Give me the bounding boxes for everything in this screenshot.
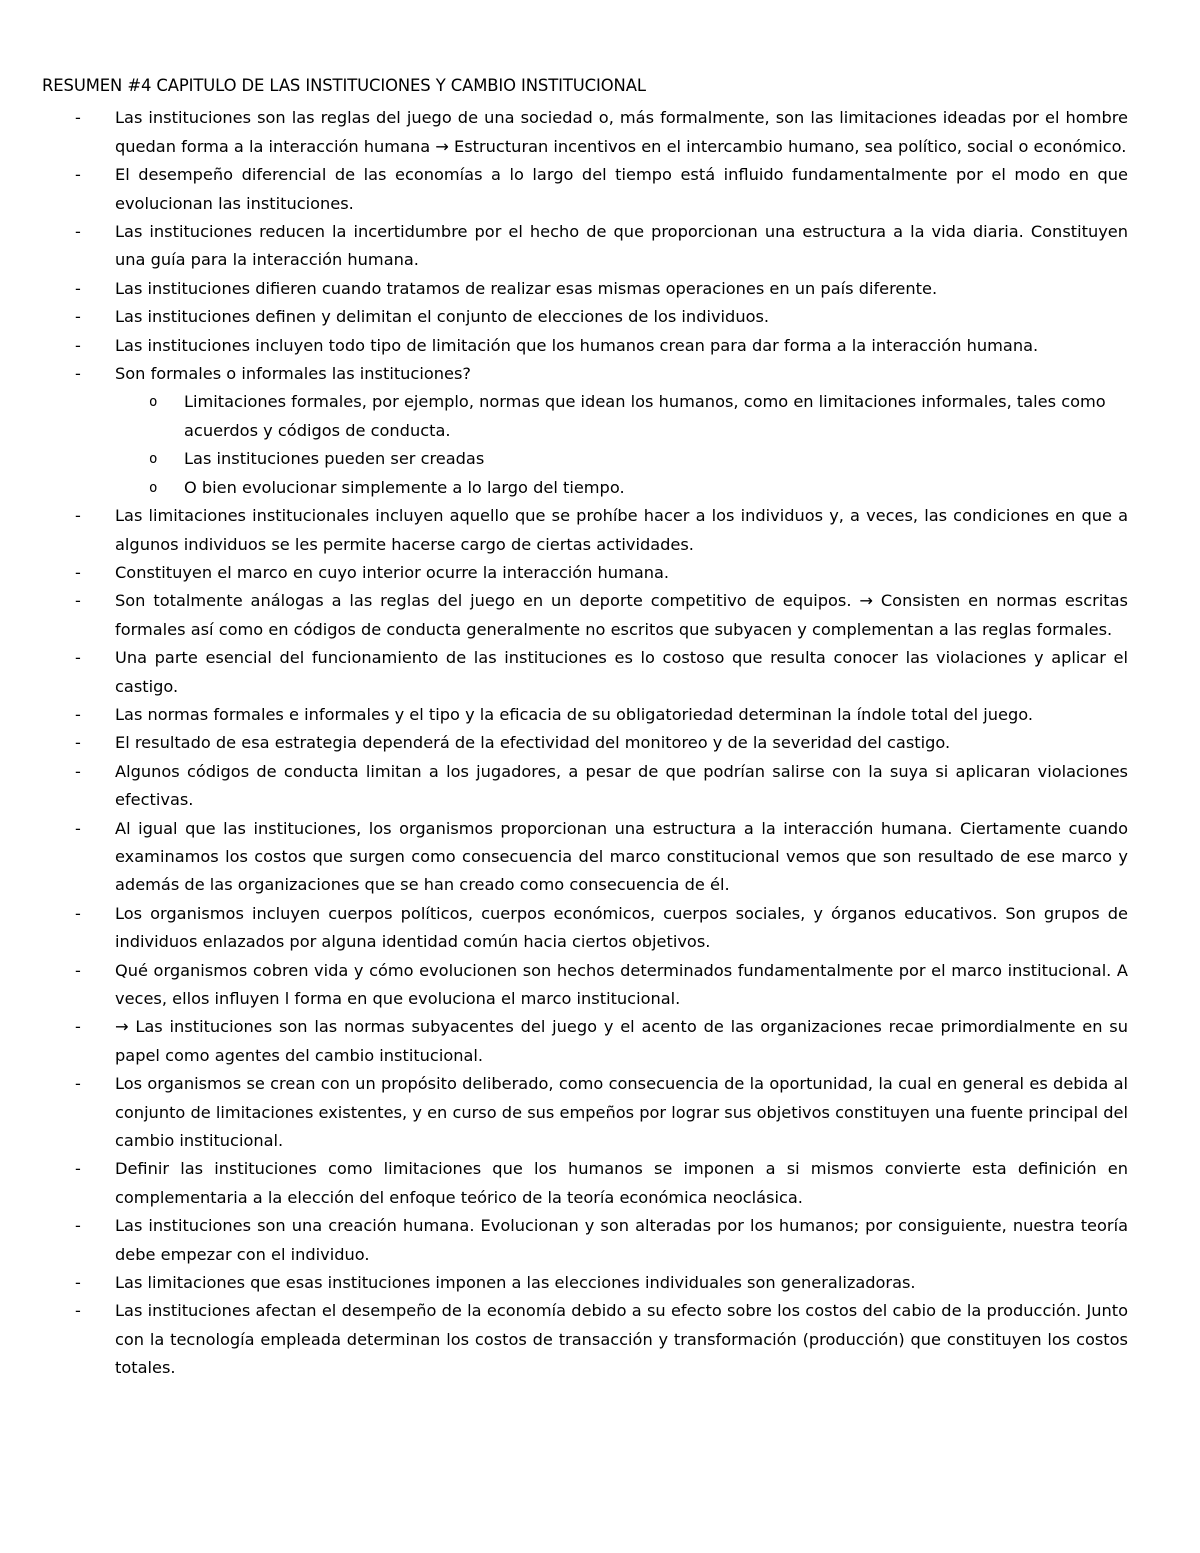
sub-bullet-list xyxy=(115,388,1128,502)
list-item: - Definir las instituciones como limitaciones que los humanos se imponen a si mismos convierte esta definición en complementaria a la elección del enfoque teórico de la teoría económica neoclásica. xyxy=(42,1155,1128,1212)
sub-list-item: o O bien evolucionar simplemente a lo largo del tiempo. xyxy=(42,474,1128,502)
list-item: - Las instituciones definen y delimitan el conjunto de elecciones de los individuos. xyxy=(42,303,1128,331)
sub-list-item: o Limitaciones formales, por ejemplo, normas que idean los humanos, como en limitaciones informales, tales como acuerdos y códigos de conducta. xyxy=(42,388,1128,445)
list-item-with-subitems xyxy=(42,360,1128,502)
list-item: - Los organismos se crean con un propósito deliberado, como consecuencia de la oportunidad, la cual en general es debida al conjunto de limitaciones existentes, y en curso de sus empeños por lograr sus objetivos constituyen una fuente principal del cambio institucional. xyxy=(42,1070,1128,1155)
list-item: - Las limitaciones que esas instituciones imponen a las elecciones individuales son generalizadoras. xyxy=(42,1269,1128,1297)
list-item: - Las normas formales e informales y el tipo y la eficacia de su obligatoriedad determinan la índole total del juego. xyxy=(42,701,1128,729)
list-item: - Los organismos incluyen cuerpos políticos, cuerpos económicos, cuerpos sociales, y órganos educativos. Son grupos de individuos enlazados por alguna identidad común hacia ciertos objetivos. xyxy=(42,900,1128,957)
list-item: - Las instituciones afectan el desempeño de la economía debido a su efecto sobre los costos del cabio de la producción. Junto con la tecnología empleada determinan los costos de transacción y transformación (producción) que constituyen los costos totales. xyxy=(42,1297,1128,1382)
document-title: RESUMEN #4 CAPITULO DE LAS INSTITUCIONES Y CAMBIO INSTITUCIONAL xyxy=(42,76,646,95)
list-item: - Constituyen el marco en cuyo interior ocurre la interacción humana. xyxy=(42,559,1128,587)
list-item: - Qué organismos cobren vida y cómo evolucionen son hechos determinados fundamentalmente por el marco institucional. A veces, ellos influyen l forma en que evoluciona el marco institucional. xyxy=(42,957,1128,1014)
list-item: - Son totalmente análogas a las reglas del juego en un deporte competitivo de equipos. → Consisten en normas escritas formales así como en códigos de conducta generalmente no escritos que subyacen y complementan a las reglas formales. xyxy=(42,587,1128,644)
list-item: - Una parte esencial del funcionamiento de las instituciones es lo costoso que resulta conocer las violaciones y aplicar el castigo. xyxy=(42,644,1128,701)
list-item: - Las instituciones incluyen todo tipo de limitación que los humanos crean para dar forma a la interacción humana. xyxy=(42,332,1128,360)
list-item: - El resultado de esa estrategia dependerá de la efectividad del monitoreo y de la severidad del castigo. xyxy=(42,729,1128,757)
sub-list-item: o Las instituciones pueden ser creadas xyxy=(42,445,1128,473)
list-item: - Las instituciones reducen la incertidumbre por el hecho de que proporcionan una estructura a la vida diaria. Constituyen una guía para la interacción humana. xyxy=(42,218,1128,275)
document-page xyxy=(42,72,1128,1383)
list-item: - El desempeño diferencial de las economías a lo largo del tiempo está influido fundamentalmente por el modo en que evolucionan las instituciones. xyxy=(42,161,1128,218)
list-item: - → Las instituciones son las normas subyacentes del juego y el acento de las organizaciones recae primordialmente en su papel como agentes del cambio institucional. xyxy=(42,1013,1128,1070)
bullet-list xyxy=(42,104,1128,1382)
list-item: - Algunos códigos de conducta limitan a los jugadores, a pesar de que podrían salirse con la suya si aplicaran violaciones efectivas. xyxy=(42,758,1128,815)
list-item: - Las limitaciones institucionales incluyen aquello que se prohíbe hacer a los individuos y, a veces, las condiciones en que a algunos individuos se les permite hacerse cargo de ciertas actividades. xyxy=(42,502,1128,559)
list-item: - Las instituciones son las reglas del juego de una sociedad o, más formalmente, son las limitaciones ideadas por el hombre quedan forma a la interacción humana → Estructuran incentivos en el intercambio humano, sea político, social o económico. xyxy=(42,104,1128,161)
list-item: - Al igual que las instituciones, los organismos proporcionan una estructura a la interacción humana. Ciertamente cuando examinamos los costos que surgen como consecuencia del marco constitucional vemos que son resultado de ese marco y además de las organizaciones que se han creado como consecuencia de él. xyxy=(42,815,1128,900)
list-item: - Las instituciones son una creación humana. Evolucionan y son alteradas por los humanos; por consiguiente, nuestra teoría debe empezar con el individuo. xyxy=(42,1212,1128,1269)
list-item-text: Son formales o informales las instituciones? xyxy=(115,364,471,384)
list-item: - Las instituciones difieren cuando tratamos de realizar esas mismas operaciones en un país diferente. xyxy=(42,275,1128,303)
